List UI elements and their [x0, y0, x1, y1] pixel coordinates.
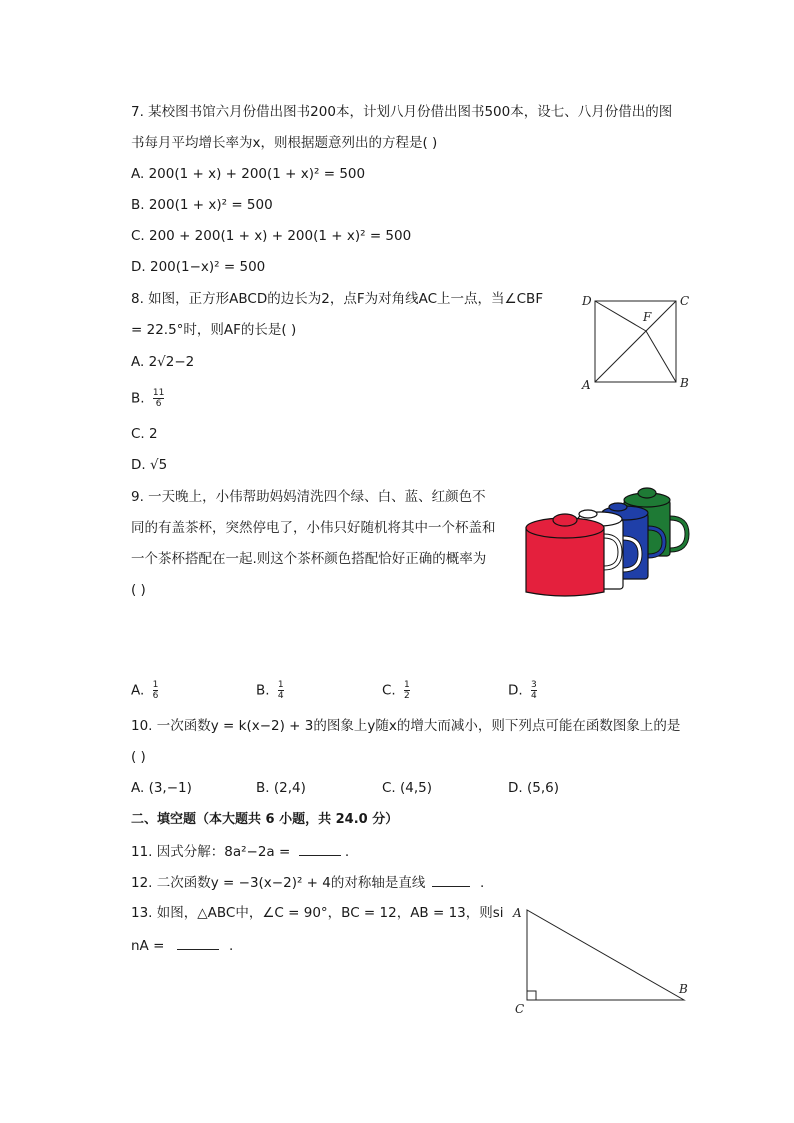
q9-stem-line2: 同的有盖茶杯，突然停电了，小伟只好随机将其中一个杯盖和	[131, 520, 496, 536]
q13-period: .	[229, 938, 234, 954]
q8-option-b[interactable]	[131, 388, 164, 409]
q7-stem-line2: 书每月平均增长率为x，则根据题意列出的方程是( )	[131, 135, 438, 151]
vertex-label-b: B	[679, 982, 688, 996]
fraction-denominator: 6	[155, 399, 162, 409]
q7-stem-line1: 7. 某校图书馆六月份借出图书200本，计划八月份借出图书500本，设七、八月份借出的图	[131, 104, 673, 120]
q9-option-a[interactable]	[131, 680, 158, 701]
q9-stem-line4: ( )	[131, 582, 146, 598]
vertex-label-f: F	[643, 310, 652, 324]
fraction-numerator: 1	[152, 680, 159, 690]
q7-option-d[interactable]: D. 200(1−x)² = 500	[131, 259, 266, 275]
q8-option-b-fraction	[153, 388, 164, 409]
q9-option-c-fraction	[404, 680, 410, 701]
fraction-numerator: 1	[404, 680, 410, 690]
q9-option-b-fraction	[278, 680, 284, 701]
vertex-label-d: D	[582, 294, 592, 308]
q10-stem-line2: ( )	[131, 749, 146, 765]
q9-option-c-label: C.	[382, 682, 396, 699]
q9-option-a-label: A.	[131, 682, 145, 699]
fraction-denominator: 4	[530, 691, 537, 701]
vertex-label-c: C	[515, 1002, 525, 1016]
q13-line2	[131, 935, 233, 956]
fraction-denominator: 2	[404, 691, 410, 701]
q12-period: .	[479, 875, 485, 891]
q8-option-a[interactable]: A. 2√2−2	[131, 354, 195, 370]
q12-line	[131, 872, 484, 893]
q9-stem-line1: 9. 一天晚上，小伟帮助妈妈清洗四个绿、白、蓝、红颜色不	[131, 489, 486, 505]
fraction-numerator: 11	[152, 388, 165, 398]
q9-option-d[interactable]	[508, 680, 537, 701]
q7-option-b[interactable]: B. 200(1 + x)² = 500	[131, 197, 273, 213]
vertex-label-c: C	[680, 294, 690, 308]
q11-answer-blank[interactable]	[299, 841, 341, 856]
q9-option-c[interactable]	[382, 680, 410, 701]
q9-option-b[interactable]	[256, 680, 284, 701]
q13-stem-line2: nA =	[131, 938, 165, 954]
q8-option-c[interactable]: C. 2	[131, 426, 158, 442]
q9-teacups-figure	[520, 484, 696, 604]
q13-answer-blank[interactable]	[177, 935, 219, 950]
q8-square-figure	[576, 288, 694, 392]
q8-stem-line2: = 22.5°时，则AF的长是( )	[131, 322, 297, 338]
q10-option-b[interactable]: B. (2,4)	[256, 780, 306, 796]
q12-answer-blank[interactable]	[432, 872, 470, 887]
q9-option-b-label: B.	[256, 682, 270, 699]
section-heading-fill-in-blank: 二、填空题（本大题共 6 小题，共 24.0 分）	[131, 812, 399, 827]
q11-period: .	[344, 844, 350, 860]
q7-option-c[interactable]: C. 200 + 200(1 + x) + 200(1 + x)² = 500	[131, 228, 412, 244]
q10-option-d[interactable]: D. (5,6)	[508, 780, 559, 796]
q9-option-a-fraction	[153, 680, 159, 701]
q13-stem-line1: 13. 如图，△ABC中，∠C = 90°，BC = 12，AB = 13，则si	[131, 905, 504, 921]
q10-option-c[interactable]: C. (4,5)	[382, 780, 433, 796]
q11-stem: 11. 因式分解：8a²−2a =	[131, 844, 291, 860]
q10-option-a[interactable]: A. (3,−1)	[131, 780, 192, 796]
vertex-label-a: A	[582, 378, 591, 392]
fraction-denominator: 6	[152, 691, 159, 701]
q9-option-d-label: D.	[508, 682, 523, 699]
q8-option-b-label: B.	[131, 390, 145, 407]
vertex-label-a: A	[513, 906, 522, 920]
fraction-numerator: 1	[277, 680, 284, 690]
q7-option-a[interactable]: A. 200(1 + x) + 200(1 + x)² = 500	[131, 166, 366, 182]
fraction-numerator: 3	[530, 680, 537, 690]
q9-stem-line3: 一个茶杯搭配在一起.则这个茶杯颜色搭配恰好正确的概率为	[131, 551, 487, 567]
q8-option-d[interactable]: D. √5	[131, 457, 168, 473]
vertex-label-b: B	[680, 376, 689, 390]
q12-stem: 12. 二次函数y = −3(x−2)² + 4的对称轴是直线	[131, 875, 426, 891]
q9-option-d-fraction	[531, 680, 537, 701]
q8-stem-line1: 8. 如图，正方形ABCD的边长为2，点F为对角线AC上一点，当∠CBF	[131, 291, 544, 307]
q11-line	[131, 841, 349, 862]
q10-stem-line1: 10. 一次函数y = k(x−2) + 3的图象上y随x的增大而减小，则下列点可能在函数图象上的是	[131, 718, 681, 734]
fraction-denominator: 4	[277, 691, 284, 701]
q13-triangle-figure	[508, 900, 694, 1020]
